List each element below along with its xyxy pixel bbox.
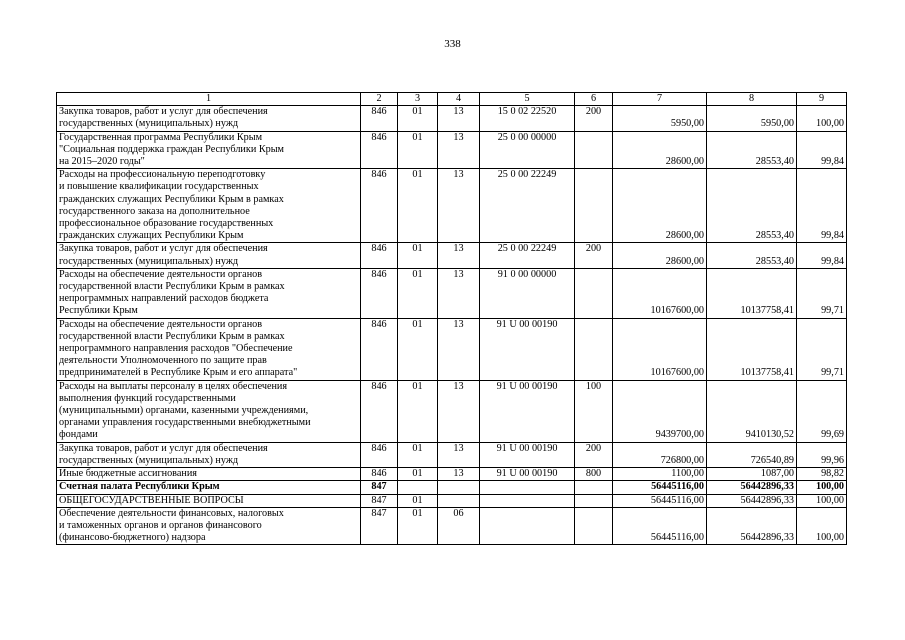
row-name-cell: Расходы на обеспечение деятельности органов государственной власти Республики Крым в рамках непрограммных направлений расходов бюджета Республики Крым [57, 268, 361, 318]
planned-amount-cell: 10167600,00 [613, 268, 707, 318]
percent-cell: 99,96 [797, 442, 847, 467]
table-row [57, 268, 847, 318]
page-number: 338 [444, 38, 461, 50]
table-row [57, 380, 847, 442]
expense-type-cell [575, 507, 613, 545]
percent-cell: 100,00 [797, 106, 847, 131]
row-name-cell: Обеспечение деятельности финансовых, налоговых и таможенных органов и органов финансового (финансово-бюджетного) надзора [57, 507, 361, 545]
row-name-cell: Закупка товаров, работ и услуг для обеспечения государственных (муниципальных) нужд [57, 442, 361, 467]
header-cell: 3 [398, 93, 438, 106]
header-cell: 1 [57, 93, 361, 106]
target-article-cell [480, 494, 575, 507]
executed-amount-cell: 726540,89 [707, 442, 797, 467]
header-cell: 8 [707, 93, 797, 106]
target-article-cell: 91 U 00 00190 [480, 380, 575, 442]
section-cell: 01 [398, 268, 438, 318]
row-name-cell: ОБЩЕГОСУДАРСТВЕННЫЕ ВОПРОСЫ [57, 494, 361, 507]
subsection-cell: 13 [438, 442, 480, 467]
percent-cell: 98,82 [797, 468, 847, 481]
subsection-cell [438, 481, 480, 494]
planned-amount-cell: 1100,00 [613, 468, 707, 481]
subsection-cell: 13 [438, 380, 480, 442]
subsection-cell: 13 [438, 131, 480, 169]
executed-amount-cell: 28553,40 [707, 131, 797, 169]
expense-type-cell: 100 [575, 380, 613, 442]
executed-amount-cell: 5950,00 [707, 106, 797, 131]
percent-cell: 99,84 [797, 131, 847, 169]
section-cell: 01 [398, 442, 438, 467]
admin-code-cell: 846 [361, 131, 398, 169]
admin-code-cell: 846 [361, 243, 398, 268]
expense-type-cell: 200 [575, 243, 613, 268]
expense-type-cell: 200 [575, 106, 613, 131]
expense-type-cell [575, 268, 613, 318]
percent-cell: 99,71 [797, 268, 847, 318]
header-cell: 7 [613, 93, 707, 106]
expense-type-cell [575, 169, 613, 243]
section-cell: 01 [398, 243, 438, 268]
target-article-cell: 25 0 00 22249 [480, 243, 575, 268]
executed-amount-cell: 28553,40 [707, 169, 797, 243]
row-name-cell: Расходы на профессиональную переподготовку и повышение квалификации государственных гражданских служащих Республики Крым в рамках государственного заказа на дополнительное профессиональное образование государственных гражданских служащих Республики Крым [57, 169, 361, 243]
section-cell: 01 [398, 507, 438, 545]
target-article-cell: 15 0 02 22520 [480, 106, 575, 131]
target-article-cell: 91 U 00 00190 [480, 318, 575, 380]
executed-amount-cell: 56442896,33 [707, 481, 797, 494]
percent-cell: 99,69 [797, 380, 847, 442]
subsection-cell: 13 [438, 468, 480, 481]
budget-table [56, 92, 847, 545]
expense-type-cell: 200 [575, 442, 613, 467]
executed-amount-cell: 10137758,41 [707, 318, 797, 380]
table-row [57, 131, 847, 169]
expense-type-cell [575, 318, 613, 380]
row-name-cell: Счетная палата Республики Крым [57, 481, 361, 494]
target-article-cell [480, 481, 575, 494]
subsection-cell [438, 494, 480, 507]
row-name-cell: Закупка товаров, работ и услуг для обеспечения государственных (муниципальных) нужд [57, 106, 361, 131]
executed-amount-cell: 10137758,41 [707, 268, 797, 318]
table-row [57, 243, 847, 268]
subsection-cell: 13 [438, 243, 480, 268]
table-row [57, 442, 847, 467]
table-row [57, 468, 847, 481]
planned-amount-cell: 28600,00 [613, 243, 707, 268]
planned-amount-cell: 10167600,00 [613, 318, 707, 380]
admin-code-cell: 847 [361, 481, 398, 494]
target-article-cell: 91 U 00 00190 [480, 468, 575, 481]
planned-amount-cell: 56445116,00 [613, 507, 707, 545]
header-cell: 9 [797, 93, 847, 106]
section-cell: 01 [398, 380, 438, 442]
planned-amount-cell: 56445116,00 [613, 481, 707, 494]
row-name-cell: Закупка товаров, работ и услуг для обеспечения государственных (муниципальных) нужд [57, 243, 361, 268]
executed-amount-cell: 56442896,33 [707, 494, 797, 507]
table-row [57, 507, 847, 545]
percent-cell: 100,00 [797, 481, 847, 494]
header-row [57, 93, 847, 106]
admin-code-cell: 846 [361, 442, 398, 467]
admin-code-cell: 846 [361, 268, 398, 318]
section-cell: 01 [398, 468, 438, 481]
planned-amount-cell: 726800,00 [613, 442, 707, 467]
admin-code-cell: 846 [361, 106, 398, 131]
row-name-cell: Государственная программа Республики Крым "Социальная поддержка граждан Республики Крым на 2015–2020 годы" [57, 131, 361, 169]
subsection-cell: 06 [438, 507, 480, 545]
section-cell: 01 [398, 318, 438, 380]
table-row [57, 318, 847, 380]
percent-cell: 99,71 [797, 318, 847, 380]
admin-code-cell: 847 [361, 507, 398, 545]
target-article-cell: 25 0 00 00000 [480, 131, 575, 169]
table-row [57, 169, 847, 243]
subsection-cell: 13 [438, 268, 480, 318]
section-cell: 01 [398, 169, 438, 243]
planned-amount-cell: 9439700,00 [613, 380, 707, 442]
executed-amount-cell: 1087,00 [707, 468, 797, 481]
section-cell [398, 481, 438, 494]
expense-type-cell [575, 481, 613, 494]
planned-amount-cell: 28600,00 [613, 169, 707, 243]
target-article-cell [480, 507, 575, 545]
row-name-cell: Расходы на обеспечение деятельности органов государственной власти Республики Крым в рамках непрограммного направления расходов "Обеспечение деятельности Уполномоченного по защите прав предпринимателей в Республике Крым и его аппарата" [57, 318, 361, 380]
subsection-cell: 13 [438, 318, 480, 380]
section-cell: 01 [398, 131, 438, 169]
expense-type-cell [575, 131, 613, 169]
percent-cell: 100,00 [797, 507, 847, 545]
subsection-cell: 13 [438, 106, 480, 131]
table-row [57, 494, 847, 507]
section-cell: 01 [398, 106, 438, 131]
executed-amount-cell: 28553,40 [707, 243, 797, 268]
header-cell: 5 [480, 93, 575, 106]
header-cell: 2 [361, 93, 398, 106]
expense-type-cell: 800 [575, 468, 613, 481]
header-cell: 6 [575, 93, 613, 106]
section-cell: 01 [398, 494, 438, 507]
executed-amount-cell: 56442896,33 [707, 507, 797, 545]
percent-cell: 100,00 [797, 494, 847, 507]
planned-amount-cell: 5950,00 [613, 106, 707, 131]
row-name-cell: Расходы на выплаты персоналу в целях обеспечения выполнения функций государственными (муниципальными) органами, казенными учреждениями, органами управления государственными внебюджетными фондами [57, 380, 361, 442]
admin-code-cell: 846 [361, 318, 398, 380]
percent-cell: 99,84 [797, 243, 847, 268]
subsection-cell: 13 [438, 169, 480, 243]
header-cell: 4 [438, 93, 480, 106]
percent-cell: 99,84 [797, 169, 847, 243]
target-article-cell: 25 0 00 22249 [480, 169, 575, 243]
table-row [57, 481, 847, 494]
admin-code-cell: 846 [361, 380, 398, 442]
target-article-cell: 91 U 00 00190 [480, 442, 575, 467]
target-article-cell: 91 0 00 00000 [480, 268, 575, 318]
executed-amount-cell: 9410130,52 [707, 380, 797, 442]
planned-amount-cell: 56445116,00 [613, 494, 707, 507]
planned-amount-cell: 28600,00 [613, 131, 707, 169]
row-name-cell: Иные бюджетные ассигнования [57, 468, 361, 481]
table-row [57, 106, 847, 131]
expense-type-cell [575, 494, 613, 507]
admin-code-cell: 846 [361, 169, 398, 243]
admin-code-cell: 846 [361, 468, 398, 481]
admin-code-cell: 847 [361, 494, 398, 507]
